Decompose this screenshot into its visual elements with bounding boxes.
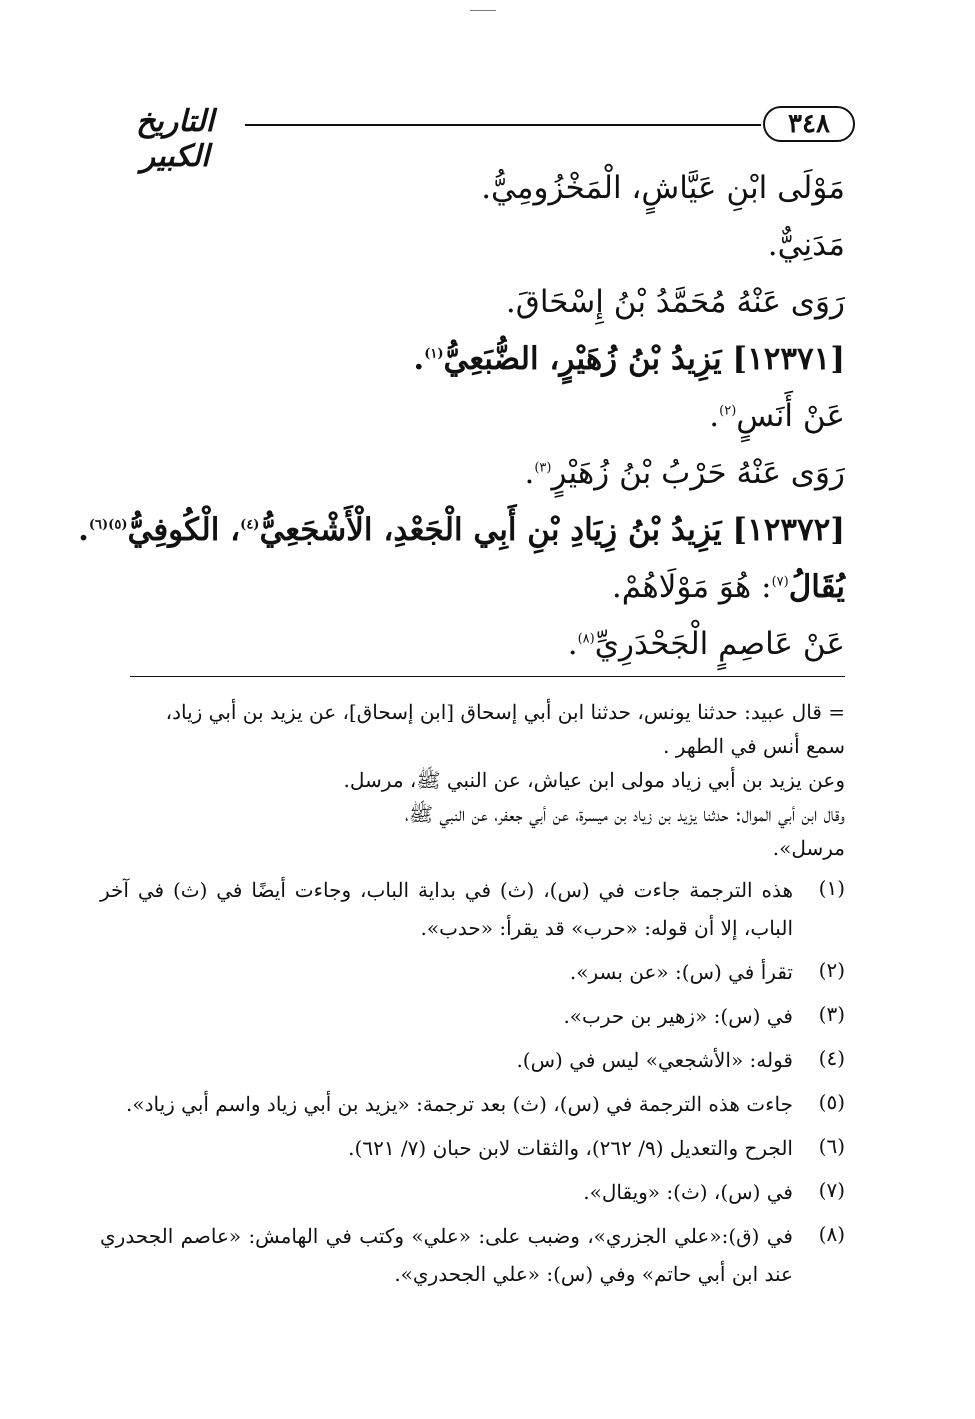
footnote-ref: (٢) [719, 403, 737, 419]
text-line [115, 559, 845, 616]
continuation-line: = قال عبيد: حدثنا يونس، حدثنا ابن أبي إسحاق [ابن إسحاق]، عن يزيد بن أبي زياد، [165, 700, 845, 724]
narrator: عَنْ عَاصِمٍ الْجَحْدَرِيِّ [594, 626, 845, 662]
footnote-number: (٢) [818, 958, 845, 982]
footnote-number: (٦) [818, 1134, 845, 1158]
continuation-line: وقال ابن أبي الموال: حدثنا يزيد بن زياد بن ميسرة، عن أبي جعفر، عن النبي ﷺ، [405, 802, 845, 826]
footnote-number: (١) [818, 876, 845, 900]
footnote-4 [100, 1041, 845, 1079]
text-line: مَدَنِيٌّ. [767, 227, 845, 263]
text-line [115, 445, 845, 502]
footnote-text: قوله: «الأشجعي» ليس في (س). [516, 1048, 793, 1072]
continuation-line: مرسل». [772, 836, 845, 860]
footnote-ref: (٣) [534, 460, 552, 476]
text-line [115, 616, 845, 673]
footnote-ref: (٨) [577, 631, 595, 647]
entry-12371 [115, 331, 845, 388]
footnote-text: الجرح والتعديل (٩/ ٢٦٢)، والثقات لابن حبان (٧/ ٦٢١). [348, 1136, 793, 1160]
continuation-line: وعن يزيد بن أبي زياد مولى ابن عياش، عن النبي ﷺ، مرسل. [343, 768, 845, 792]
footnote-6 [100, 1129, 845, 1167]
line-end: . [709, 398, 720, 434]
continuation-line: سمع أنس في الطهر . [663, 734, 845, 758]
footnote-8 [100, 1217, 845, 1293]
footnote-number: (٨) [818, 1222, 845, 1246]
entry-12372 [78, 502, 845, 559]
footnote-text: في (س)، (ث): «ويقال». [583, 1180, 793, 1204]
text-line [115, 388, 845, 445]
entry-number: [١٢٣٧٢] [732, 512, 845, 548]
book-title: التاريخ الكبير [136, 104, 214, 174]
footnote-2 [100, 953, 845, 991]
footnote-number: (٣) [818, 1002, 845, 1026]
top-mark [470, 10, 496, 11]
line-end: . [524, 455, 535, 491]
footnotes [100, 695, 845, 1299]
page-number: ٣٤٨ [763, 106, 855, 142]
footnote-ref: (٥)(٦) [88, 517, 128, 533]
footnote-text: في (ق):«علي الجزري»، وضبب على: «علي» وكتب في الهامش: «عاصم الجحدري عند ابن أبي حاتم» وفي (س): «علي الجحدري». [100, 1224, 793, 1286]
entry-number: [١٢٣٧١] [732, 341, 845, 377]
footnote-text: جاءت هذه الترجمة في (س)، (ث) بعد ترجمة: «يزيد بن أبي زياد واسم أبي زياد». [125, 1092, 793, 1116]
narrator: رَوَى عَنْهُ حَرْبُ بْنُ زُهَيْرٍ [551, 455, 845, 491]
footnote-text: هذه الترجمة جاءت في (س)، (ث) في بداية الباب، وجاءت أيضًا في (ث) في آخر الباب، إلا أن قوله: «حرب» قد يقرأ: «حدب». [100, 878, 793, 940]
footnote-number: (٥) [818, 1090, 845, 1114]
entry-name: يَزِيدُ بْنُ زِيَادِ بْنِ أَبِي الْجَعْدِ، الْأَشْجَعِيُّ [259, 512, 722, 548]
entry-end: . [78, 512, 89, 548]
line-rest: : هُوَ مَوْلَاهُمْ. [611, 569, 772, 605]
footnote-ref: (١) [424, 346, 444, 362]
footnote-continuation [100, 695, 845, 865]
entry-name: يَزِيدُ بْنُ زُهَيْرٍ، الضُّبَعِيُّ [443, 341, 722, 377]
entry-end: . [413, 341, 425, 377]
footnote-1 [100, 871, 845, 947]
narrator: عَنْ أَنَسٍ [736, 398, 845, 434]
footnote-text: تقرأ في (س): «عن بسر». [569, 960, 793, 984]
footnote-number: (٤) [818, 1046, 845, 1070]
footnote-ref: (٤) [240, 517, 260, 533]
main-text [78, 160, 845, 673]
footnote-text: في (س): «زهير بن حرب». [563, 1004, 793, 1028]
line-end: . [567, 626, 578, 662]
footnote-5 [100, 1085, 845, 1123]
separator: ، [219, 512, 241, 548]
text-line: رَوَى عَنْهُ مُحَمَّدُ بْنُ إِسْحَاقَ. [505, 284, 845, 320]
footnote-separator [130, 676, 845, 677]
footnote-3 [100, 997, 845, 1035]
footnote-number: (٧) [818, 1178, 845, 1202]
text-line: مَوْلَى ابْنِ عَيَّاشٍ، الْمَخْزُومِيُّ. [481, 170, 845, 206]
footnote-7 [100, 1173, 845, 1211]
nisba: الْكُوفِيُّ [127, 512, 220, 548]
footnote-ref: (٧) [771, 574, 789, 590]
page-header [110, 100, 855, 174]
header-rule [245, 124, 761, 126]
yuqal-word: يُقَالُ [788, 569, 845, 605]
